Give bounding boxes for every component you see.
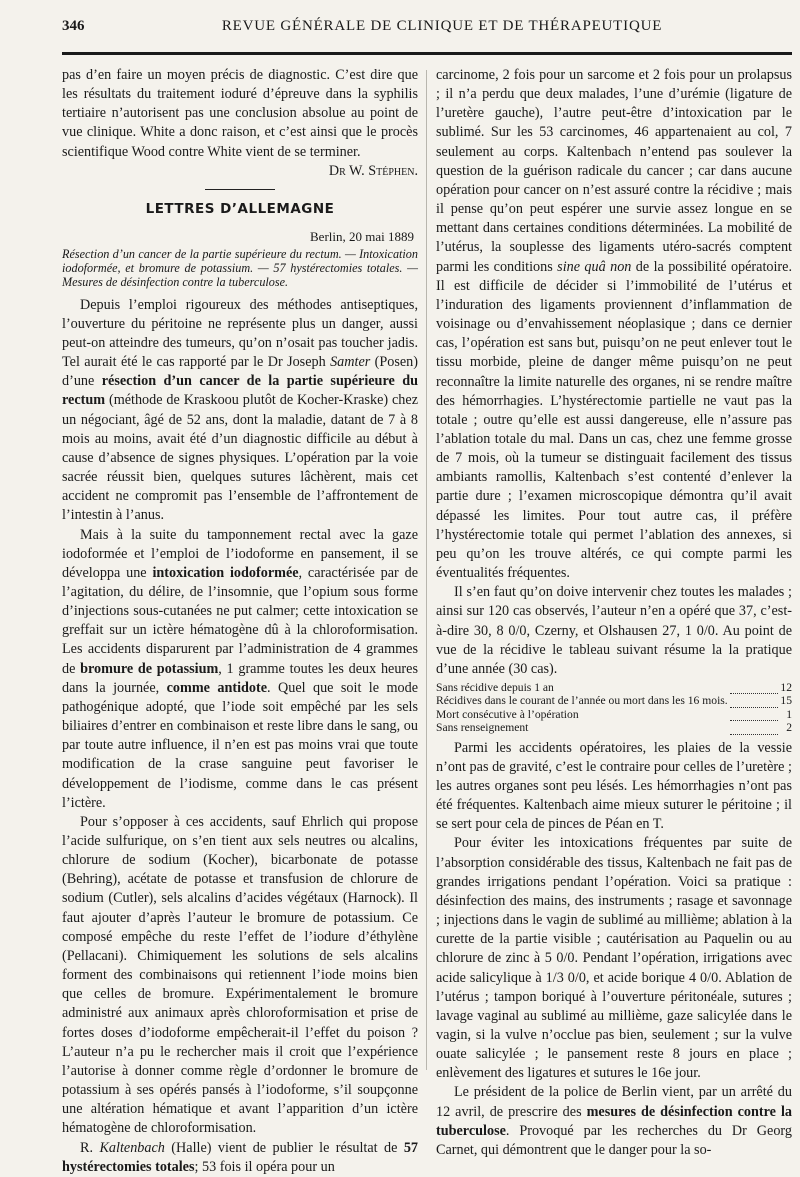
paragraph: Pour s’opposer à ces accidents, sauf Ehrlich qui propose l’acide sulfurique, on s’en tient aux sels neutres ou alcalins, chlorure de sodium (Kocher), bicarbonate de potasse (Behring), acétate de potasse et transfusion de chlorure de sodium (Cutler), sels alcalins d’acides végétaux (Harnock). Il faut ajouter d’après l’auteur le bromure de potassium. Ce composé empêche du reste l’effet de l’iodure d’éthylène (Pellacani). Chimiquement les solutions de sels alcalins forment des combinaisons qui retiennent l’iode moins bien que celles de bromure. Expérimentalement le bromure administré aux animaux après chloroformisation et prise de fortes doses d’iodoforme empêcherait-il l’effet du poison ? L’auteur n’a pu le rechercher mais il croit que l’expérience l’autorise à donner comme règle d’ordonner le bromure de potassium à ses opérés pansés à l’iodoforme, s’il soupçonne une altération hématique et avant l’apparition d’un ictère hématogène de chloroformisation.	[62, 813, 418, 1137]
table-label: Sans récidive depuis 1 an	[436, 681, 554, 694]
page-number: 346	[62, 18, 85, 34]
paragraph: carcinome, 2 fois pour un sarcome et 2 fois pour un prolapsus ; il n’a perdu que deux malades, l’une d’urémie (ligature de l’uretère gauche), l’autre peut-être d’intoxication par le sublimé. Sur les 53 carcinomes, 46 appartenaient au col, 7 seulement au corps. Kaltenbach n’entend pas soulever la question de la guérison radicale du cancer ; car dans aucune opération pour cancer on n’est assuré contre la récidive ; mais il pense qu’on peut espérer une survie assez longue en se mettant dans certaines conditions déterminées. La mobilité de l’utérus, la souplesse des ligaments utéro-sacrés comptent parmi les conditions sine quâ non de la possibilité opératoire. Il est difficile de décider si l’immobilité de l’utérus et l’induration des ligaments proviennent d’inflammation de voisinage ou d’envahissement néoplasique ; dans ce dernier cas, l’opération est sans but, puisqu’on ne peut enlever tout le tissu morbide, pleine de danger même puisqu’on ne peut reconnaître la limite naturelle des organes, ni se rendre maître des hémorrhagies. L’hystérectomie partielle ne vaut pas la totale ; outre qu’elle est aussi dangereuse, elle n’assure pas l’ablation totale du mal. Dans un cas, chez une femme grosse de 7 mois, où la tumeur se distinguait facilement des tissus ambiants ramollis, Kaltenbach s’est contenté d’enlever la partie dure ; l’examen microscopique démontra qu’il avait dépassé les limites. Pour tout autre cas, il préfère l’hystérectomie totale qui permet l’ablation des annexes, si peu qu’on les trouve altérés, ce qui compte parmi les éventualités fréquentes.	[436, 67, 792, 582]
table-value: 12	[780, 681, 792, 694]
table-label: Mort consécutive à l’opération	[436, 707, 579, 721]
recurrence-table	[436, 681, 792, 735]
column-divider	[426, 70, 427, 1070]
table-row	[436, 708, 792, 721]
paragraph: R. Kaltenbach (Halle) vient de publier le résultat de 57 hystérectomies totales; 53 fois il opéra pour un	[62, 1139, 418, 1175]
table-value: 15	[780, 694, 792, 708]
table-label: Récidives dans le courant de l’année ou mort dans les 16 mois.	[436, 694, 728, 708]
dateline: Berlin, 20 mai 1889	[310, 229, 414, 245]
section-title: LETTRES D’ALLEMAGNE	[145, 200, 335, 217]
table-value: 1	[786, 707, 792, 721]
table-label: Sans renseignement	[436, 721, 529, 735]
paragraph: Il s’en faut qu’on doive intervenir chez toutes les malades ; ainsi sur 120 cas observés, l’auteur n’en a opéré que 37, c’est-à-dire 30, 8 0/0, Czerny, et Olshausen 27, 1 0/0. Au point de vue de la récidive le tableau suivant résume la la pratique d’une année (30 cas).	[436, 584, 792, 677]
running-header	[62, 18, 792, 42]
section-summary: Résection d’un cancer de la partie supérieure du rectum. — Intoxication iodoformée, et bromure de potassium. — 57 hystérectomies totales. — Mesures de désinfection contre la tuberculose.	[62, 247, 418, 289]
left-column	[62, 66, 418, 1177]
paragraph: Depuis l’emploi rigoureux des méthodes antiseptiques, l’ouverture du péritoine ne représente plus un danger, aussi peut-on atteindre des tumeurs, qu’on n’osait pas toucher jadis. Tel aurait été le cas rapporté par le Dr Joseph Samter (Posen) d’une résection d’un cancer de la partie supérieure du rectum (méthode de Kraskoou plutôt de Kocher-Kraske) chez un négociant, âgé de 52 ans, dont la maladie, datant de 7 à 8 mois au moins, avait été d’un diagnostic difficile au début à cause d’absence de signes physiques. L’opération par la voie sacrée réussit bien, quelques sutures lâchèrent, mais cet accident ne compromit pas l’ensemble de l’affrontement de l’intestin à l’anus.	[62, 296, 418, 524]
section-separator	[205, 189, 275, 190]
table-row	[436, 681, 792, 694]
intro-paragraph: pas d’en faire un moyen précis de diagnostic. C’est dire que les résultats du traitement ioduré d’épreuve dans la syphilis tertiaire n’autorisent pas une conclusion absolue au point de vue clinique. White a donc raison, et c’est ainsi que le procès scientifique Wood contre White vient de se terminer.	[62, 67, 418, 160]
table-value: 2	[786, 721, 792, 735]
journal-title: REVUE GÉNÉRALE DE CLINIQUE ET DE THÉRAPEUTIQUE	[221, 18, 663, 34]
table-row	[436, 694, 792, 707]
paragraph: Parmi les accidents opératoires, les plaies de la vessie n’ont pas de gravité, c’est le contraire pour celles de l’uretère ; les autres organes sont peu lésés. Les hémorrhagies n’ont pas été fréquentes. Kaltenbach aime mieux suturer le péritoine ; il se sert pour cela de pinces de Péan en T.	[436, 739, 792, 833]
right-column	[436, 66, 792, 1160]
paragraph: Mais à la suite du tamponnement rectal avec la gaze iodoformée et l’emploi de l’iodoforme en pansement, il se développa une intoxication iodoformée, caractérisée par de l’agitation, du délire, de l’insomnie, que l’opium sous forme d’injections sous-cutanées ne put calmer; cette intoxication se greffait sur un ictère hématogène dû à la chloroformisation. Les accidents disparurent par l’administration de 4 grammes de bromure de potassium, 1 gramme toutes les deux heures dans la journée, comme antidote. Quel que soit le mode pathogénique adopté, que l’iode soit empêché par les sels biliaires d’entrer en combinaison et reste libre dans le sang, ou par toute autre influence, il n’en est pas moins vrai que toute modification de la crase sanguine peut favoriser le développement de l’iodisme, comme dans le cas présent l’ictère.	[62, 526, 418, 811]
paragraph: Le président de la police de Berlin vient, par un arrêté du 12 avril, de prescrire des mesures de désinfection contre la tuberculose. Provoqué par les recherches du Dr Georg Carnet, qui démontrent que le danger pour la so-	[436, 1084, 792, 1158]
header-rule	[62, 52, 792, 55]
table-row	[436, 721, 792, 734]
paragraph: Pour éviter les intoxications fréquentes par suite de l’absorption considérable des tissus, Kaltenbach ne fait pas de grandes irrigations pendant l’opération. Voici sa pratique : désinfection des mains, des instruments ; rasage et savonnage ; injections dans le vagin de sublimé au millième; ablation à la curette de la partie visible ; cautérisation au Paquelin ou au chlorure de zinc à 5 0/0. Pendant l’opération, irrigations avec acide salicylique à 1/3 0/0, et acide borique 4 0/0. Ablation de l’utérus ; tampon boriqué à l’ouverture péritonéale, sutures ; lavage vaginal au sublimé au millième, gaze salicylée dans le vagin, si la vulve n’occlue pas bien, seulement ; sur la vulve ouate salicylée ; le pansement reste 8 jours en place ; enlèvement des ligatures et sutures le 16e jour.	[436, 835, 792, 1082]
author-signature: Dr W. Stéphen.	[328, 162, 418, 179]
